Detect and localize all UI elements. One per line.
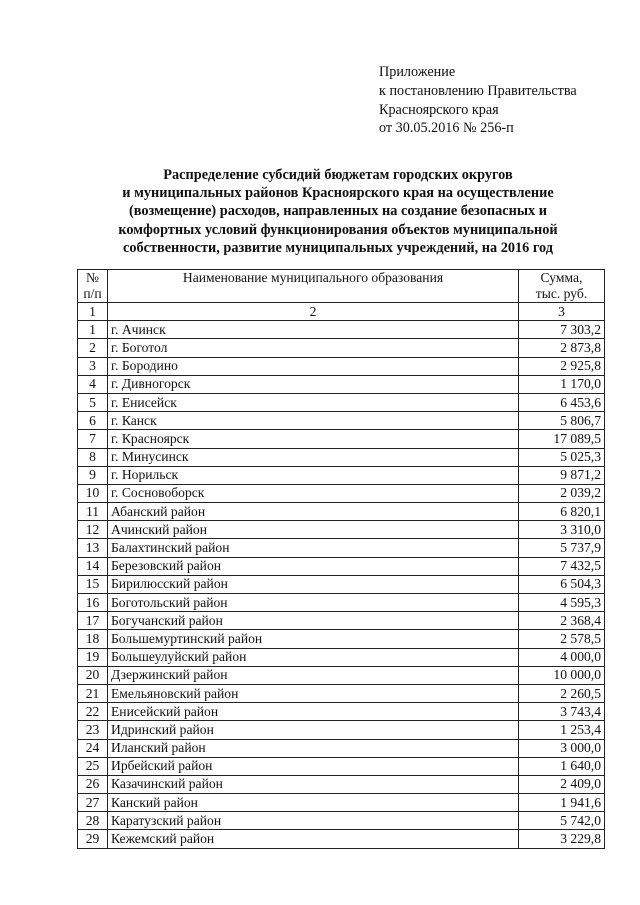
row-number: 16 — [78, 594, 108, 612]
row-name: г. Бородино — [108, 357, 519, 375]
table-row — [78, 648, 605, 666]
row-number: 1 — [78, 321, 108, 339]
row-sum: 6 453,6 — [519, 393, 605, 411]
table-row — [78, 830, 605, 848]
row-sum: 2 409,0 — [519, 775, 605, 793]
table-row — [78, 575, 605, 593]
row-sum: 7 432,5 — [519, 557, 605, 575]
table-row — [78, 612, 605, 630]
row-sum: 5 806,7 — [519, 412, 605, 430]
row-name: Бирилюсский район — [108, 575, 519, 593]
table-row — [78, 739, 605, 757]
row-sum: 1 941,6 — [519, 794, 605, 812]
row-name: г. Сосновоборск — [108, 484, 519, 502]
row-sum: 3 229,8 — [519, 830, 605, 848]
row-sum: 4 000,0 — [519, 648, 605, 666]
row-number: 13 — [78, 539, 108, 557]
table-row — [78, 339, 605, 357]
table-row — [78, 594, 605, 612]
table-row — [78, 521, 605, 539]
row-sum: 2 925,8 — [519, 357, 605, 375]
table-row — [78, 721, 605, 739]
row-number: 27 — [78, 794, 108, 812]
header-name: Наименование муниципального образования — [108, 270, 519, 303]
row-sum: 10 000,0 — [519, 666, 605, 684]
table-row — [78, 539, 605, 557]
row-sum: 7 303,2 — [519, 321, 605, 339]
row-sum: 1 253,4 — [519, 721, 605, 739]
title-line-5: собственности, развитие муниципальных учреждений, на 2016 год — [122, 239, 554, 256]
row-sum: 3 743,4 — [519, 703, 605, 721]
row-number: 20 — [78, 666, 108, 684]
row-sum: 2 368,4 — [519, 612, 605, 630]
row-number: 4 — [78, 375, 108, 393]
row-name: Березовский район — [108, 557, 519, 575]
row-name: г. Енисейск — [108, 393, 519, 411]
row-number: 8 — [78, 448, 108, 466]
row-sum: 5 737,9 — [519, 539, 605, 557]
row-name: г. Минусинск — [108, 448, 519, 466]
row-name: Идринский район — [108, 721, 519, 739]
table-row — [78, 448, 605, 466]
header-sum — [519, 270, 605, 303]
row-name: Дзержинский район — [108, 666, 519, 684]
header-sum-line-2: тыс. руб. — [535, 286, 588, 301]
row-sum: 5 742,0 — [519, 812, 605, 830]
table-row — [78, 321, 605, 339]
row-name: Кежемский район — [108, 830, 519, 848]
row-sum: 17 089,5 — [519, 430, 605, 448]
row-number: 12 — [78, 521, 108, 539]
table-row — [78, 684, 605, 702]
row-name: Балахтинский район — [108, 539, 519, 557]
row-number: 7 — [78, 430, 108, 448]
table-row — [78, 666, 605, 684]
header-sum-line-1: Сумма, — [540, 270, 583, 285]
row-name: Богучанский район — [108, 612, 519, 630]
row-number: 22 — [78, 703, 108, 721]
title-line-3: (возмещение) расходов, направленных на создание безопасных и — [129, 203, 547, 220]
row-name: Абанский район — [108, 503, 519, 521]
row-name: Канский район — [108, 794, 519, 812]
row-number: 3 — [78, 357, 108, 375]
table-row — [78, 430, 605, 448]
row-name: Большемуртинский район — [108, 630, 519, 648]
row-sum: 2 260,5 — [519, 684, 605, 702]
subsidies-table — [77, 269, 605, 849]
row-number: 15 — [78, 575, 108, 593]
column-index-3: 3 — [519, 303, 605, 321]
appendix-line-2: к постановлению Правительства — [379, 82, 577, 99]
table-row — [78, 484, 605, 502]
table-row — [78, 794, 605, 812]
table-row — [78, 393, 605, 411]
row-name: г. Норильск — [108, 466, 519, 484]
column-index-1: 1 — [78, 303, 108, 321]
row-name: Казачинский район — [108, 775, 519, 793]
row-sum: 2 039,2 — [519, 484, 605, 502]
document-title — [78, 166, 598, 257]
row-sum: 4 595,3 — [519, 594, 605, 612]
row-sum: 1 640,0 — [519, 757, 605, 775]
row-sum: 2 578,5 — [519, 630, 605, 648]
row-number: 18 — [78, 630, 108, 648]
table-row — [78, 703, 605, 721]
row-number: 25 — [78, 757, 108, 775]
row-name: Емельяновский район — [108, 684, 519, 702]
row-sum: 5 025,3 — [519, 448, 605, 466]
row-number: 14 — [78, 557, 108, 575]
header-number-line-1: № — [86, 270, 99, 285]
row-number: 29 — [78, 830, 108, 848]
row-number: 19 — [78, 648, 108, 666]
row-sum: 3 310,0 — [519, 521, 605, 539]
row-sum: 1 170,0 — [519, 375, 605, 393]
row-number: 2 — [78, 339, 108, 357]
column-index-2: 2 — [108, 303, 519, 321]
row-sum: 6 504,3 — [519, 575, 605, 593]
row-name: Ирбейский район — [108, 757, 519, 775]
header-number-line-2: п/п — [83, 286, 102, 301]
row-number: 26 — [78, 775, 108, 793]
title-line-1: Распределение субсидий бюджетам городских округов — [163, 167, 513, 183]
row-name: г. Красноярск — [108, 430, 519, 448]
table-row — [78, 557, 605, 575]
table-row — [78, 357, 605, 375]
table-row — [78, 812, 605, 830]
row-number: 10 — [78, 484, 108, 502]
row-number: 21 — [78, 684, 108, 702]
header-number — [78, 270, 108, 303]
row-sum: 2 873,8 — [519, 339, 605, 357]
table-body — [78, 321, 605, 848]
row-name: Каратузский район — [108, 812, 519, 830]
appendix-line-3: Красноярского края — [379, 101, 499, 118]
row-number: 9 — [78, 466, 108, 484]
row-number: 28 — [78, 812, 108, 830]
table-header-row — [78, 270, 605, 303]
row-number: 23 — [78, 721, 108, 739]
row-name: г. Ачинск — [108, 321, 519, 339]
table-row — [78, 375, 605, 393]
column-index-row — [78, 303, 605, 321]
table-row — [78, 503, 605, 521]
title-line-2: и муниципальных районов Красноярского края на осуществление — [122, 185, 554, 202]
row-name: Боготольский район — [108, 594, 519, 612]
row-number: 17 — [78, 612, 108, 630]
appendix-line-4: от 30.05.2016 № 256-п — [379, 120, 514, 137]
row-name: Большеулуйский район — [108, 648, 519, 666]
row-number: 6 — [78, 412, 108, 430]
appendix-line-1: Приложение — [379, 64, 456, 80]
table-row — [78, 775, 605, 793]
row-sum: 6 820,1 — [519, 503, 605, 521]
row-name: Ачинский район — [108, 521, 519, 539]
row-number: 11 — [78, 503, 108, 521]
row-sum: 3 000,0 — [519, 739, 605, 757]
row-name: г. Боготол — [108, 339, 519, 357]
table-row — [78, 466, 605, 484]
title-line-4: комфортных условий функционирования объектов муниципальной — [118, 221, 558, 238]
row-number: 5 — [78, 393, 108, 411]
row-name: Енисейский район — [108, 703, 519, 721]
appendix-block — [379, 63, 577, 138]
table-row — [78, 757, 605, 775]
row-number: 24 — [78, 739, 108, 757]
row-name: Иланский район — [108, 739, 519, 757]
row-name: г. Канск — [108, 412, 519, 430]
table-row — [78, 412, 605, 430]
table-row — [78, 630, 605, 648]
row-sum: 9 871,2 — [519, 466, 605, 484]
row-name: г. Дивногорск — [108, 375, 519, 393]
